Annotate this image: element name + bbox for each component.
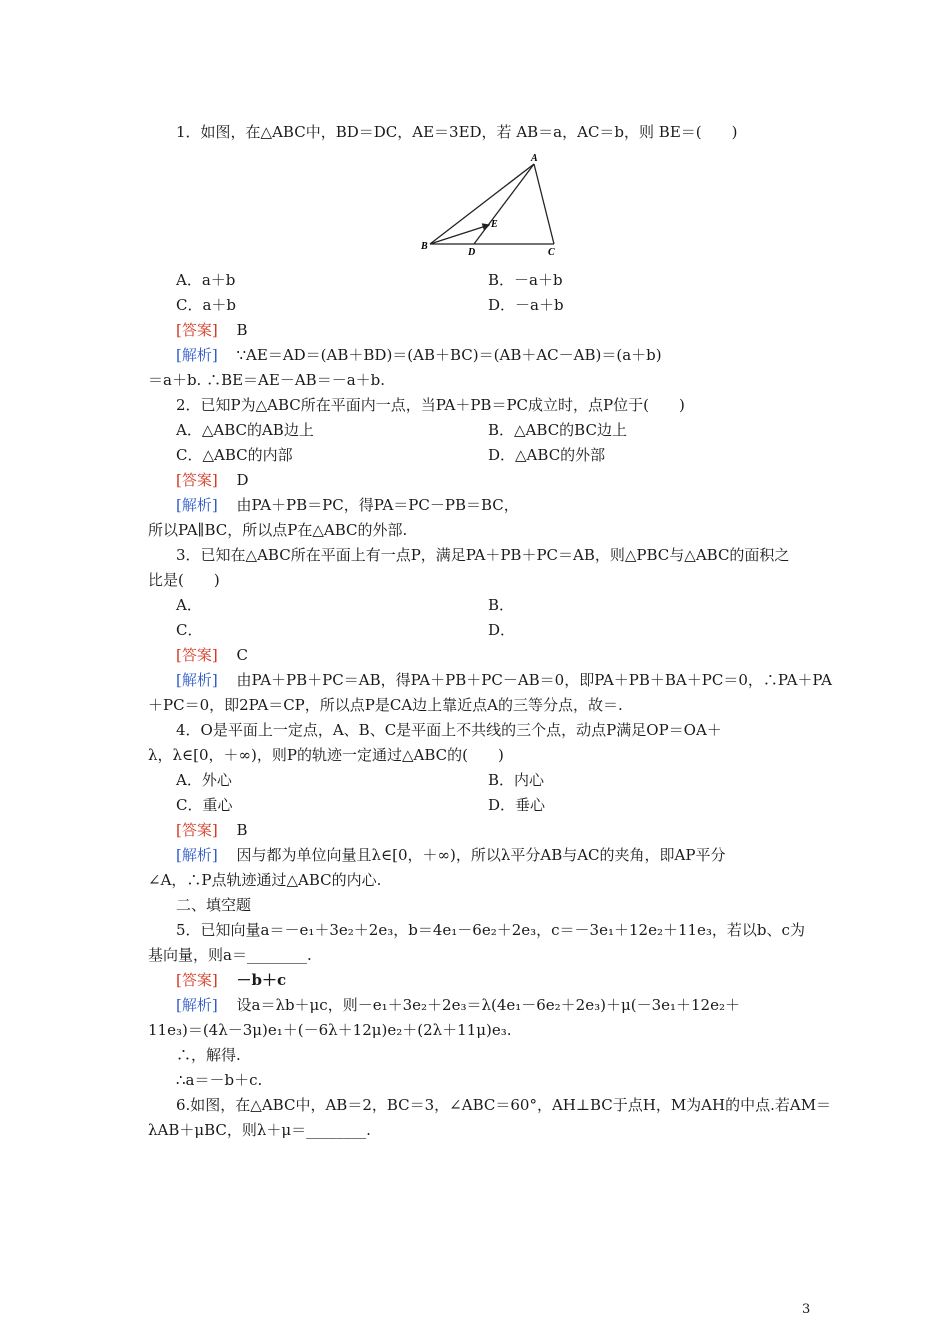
q5-analysis-3: ∴，解得. xyxy=(176,1046,241,1064)
q1-option-d: D．－a＋b xyxy=(488,296,564,314)
label-c: C xyxy=(548,247,555,258)
q5-analysis-1: 设a＝λb＋μc，则－e₁＋3e₂＋2e₃＝λ(4e₁－6e₂＋2e₃)＋μ(－3e₁＋12e₂＋ xyxy=(236,996,740,1014)
q1-option-a: A．a＋b xyxy=(176,271,236,289)
q5-analysis-row xyxy=(176,995,740,1015)
page-number: 3 xyxy=(802,1302,811,1317)
q6-stem-2: λAB＋μBC，则λ＋μ＝________. xyxy=(148,1121,371,1139)
q5-answer: －b＋c xyxy=(236,971,287,989)
q1-triangle-figure xyxy=(418,148,568,260)
q2-option-c: C．△ABC的内部 xyxy=(176,446,293,464)
q5-stem-2: 基向量，则a＝________. xyxy=(148,946,312,964)
section-heading: 二、填空题 xyxy=(176,896,252,914)
q4-answer: B xyxy=(236,821,248,839)
analysis-tag: [解析] xyxy=(176,496,218,514)
q6-stem-1: 6.如图，在△ABC中，AB＝2，BC＝3，∠ABC＝60°，AH⊥BC于点H，M为AH的中点.若AM＝ xyxy=(176,1096,832,1114)
q4-option-b: B．内心 xyxy=(488,771,545,789)
q1-answer: B xyxy=(236,321,248,339)
q1-analysis-row xyxy=(176,345,662,365)
q4-stem-1: 4．O是平面上一定点，A、B、C是平面上不共线的三个点，动点P满足OP＝OA＋ xyxy=(176,721,722,739)
q2-option-a: A．△ABC的AB边上 xyxy=(176,421,314,439)
q3-analysis-1: 由PA＋PB＋PC＝AB，得PA＋PB＋PC－AB＝0，即PA＋PB＋BA＋PC＝0，∴PA＋PA xyxy=(236,671,832,689)
q3-option-c: C． xyxy=(176,621,203,639)
analysis-tag: [解析] xyxy=(176,846,218,864)
analysis-tag: [解析] xyxy=(176,996,218,1014)
q5-analysis-2: 11e₃)＝(4λ－3μ)e₁＋(－6λ＋12μ)e₂＋(2λ＋11μ)e₃. xyxy=(148,1021,512,1039)
q3-analysis-2: ＋PC＝0，即2PA＝CP，所以点P是CA边上靠近点A的三等分点，故＝. xyxy=(148,696,623,714)
q2-analysis-1: 由PA＋PB＝PC，得PA＝PC－PB＝BC， xyxy=(236,496,519,514)
q3-answer-row xyxy=(176,645,248,665)
answer-tag: [答案] xyxy=(176,646,218,664)
q5-answer-row xyxy=(176,970,286,990)
label-b: B xyxy=(421,241,428,252)
q3-option-b: B． xyxy=(488,596,515,614)
q4-option-c: C．重心 xyxy=(176,796,233,814)
side-ac xyxy=(534,164,554,244)
q2-option-b: B．△ABC的BC边上 xyxy=(488,421,627,439)
q4-option-a: A．外心 xyxy=(176,771,232,789)
q3-answer: C xyxy=(236,646,248,664)
analysis-tag: [解析] xyxy=(176,346,218,364)
q3-stem-1: 3．已知在△ABC所在平面上有一点P，满足PA＋PB＋PC＝AB，则△PBC与△ABC的面积之 xyxy=(176,546,790,564)
q1-analysis-2: ＝a＋b. ∴BE＝AE－AB＝－a＋b. xyxy=(148,371,386,389)
q4-analysis-1: 因与都为单位向量且λ∈[0，＋∞)，所以λ平分AB与AC的夹角，即AP平分 xyxy=(236,846,726,864)
q2-option-d: D．△ABC的外部 xyxy=(488,446,606,464)
q1-option-b: B．－a＋b xyxy=(488,271,563,289)
answer-tag: [答案] xyxy=(176,971,218,989)
q4-analysis-row xyxy=(176,845,725,865)
answer-tag: [答案] xyxy=(176,471,218,489)
q2-stem: 2．已知P为△ABC所在平面内一点，当PA＋PB＝PC成立时，点P位于( ) xyxy=(176,396,685,414)
q1-option-c: C．a＋b xyxy=(176,296,237,314)
answer-tag: [答案] xyxy=(176,321,218,339)
q3-option-d: D． xyxy=(488,621,516,639)
q2-analysis-2: 所以PA∥BC，所以点P在△ABC的外部. xyxy=(148,521,408,539)
q3-stem-2: 比是( ) xyxy=(148,571,220,589)
q2-analysis-row xyxy=(176,495,519,515)
q4-analysis-2: ∠A，∴P点轨迹通过△ABC的内心. xyxy=(148,871,382,889)
q1-stem: 1．如图，在△ABC中，BD＝DC，AE＝3ED，若 AB＝a，AC＝b，则 BE＝( ) xyxy=(176,123,738,141)
q2-answer-row xyxy=(176,470,249,490)
q4-answer-row xyxy=(176,820,248,840)
q4-option-d: D．垂心 xyxy=(488,796,546,814)
answer-tag: [答案] xyxy=(176,821,218,839)
q2-answer: D xyxy=(236,471,249,489)
analysis-tag: [解析] xyxy=(176,671,218,689)
q3-analysis-row xyxy=(176,670,832,690)
side-ab xyxy=(430,164,534,244)
label-e: E xyxy=(491,219,498,230)
q5-stem-1: 5．已知向量a＝－e₁＋3e₂＋2e₃，b＝4e₁－6e₂＋2e₃，c＝－3e₁＋12e₂＋11e₃，若以b、c为 xyxy=(176,921,805,939)
q4-stem-2: λ，λ∈[0，＋∞)，则P的轨迹一定通过△ABC的( ) xyxy=(148,746,504,764)
q1-analysis-1: ∵AE＝AD＝(AB＋BD)＝(AB＋BC)＝(AB＋AC－AB)＝(a＋b) xyxy=(236,346,662,364)
q1-answer-row xyxy=(176,320,248,340)
q5-analysis-4: ∴a＝－b＋c. xyxy=(176,1071,263,1089)
label-a: A xyxy=(531,153,538,164)
vector-be xyxy=(430,225,489,244)
label-d: D xyxy=(468,247,476,258)
q3-option-a: A． xyxy=(176,596,202,614)
